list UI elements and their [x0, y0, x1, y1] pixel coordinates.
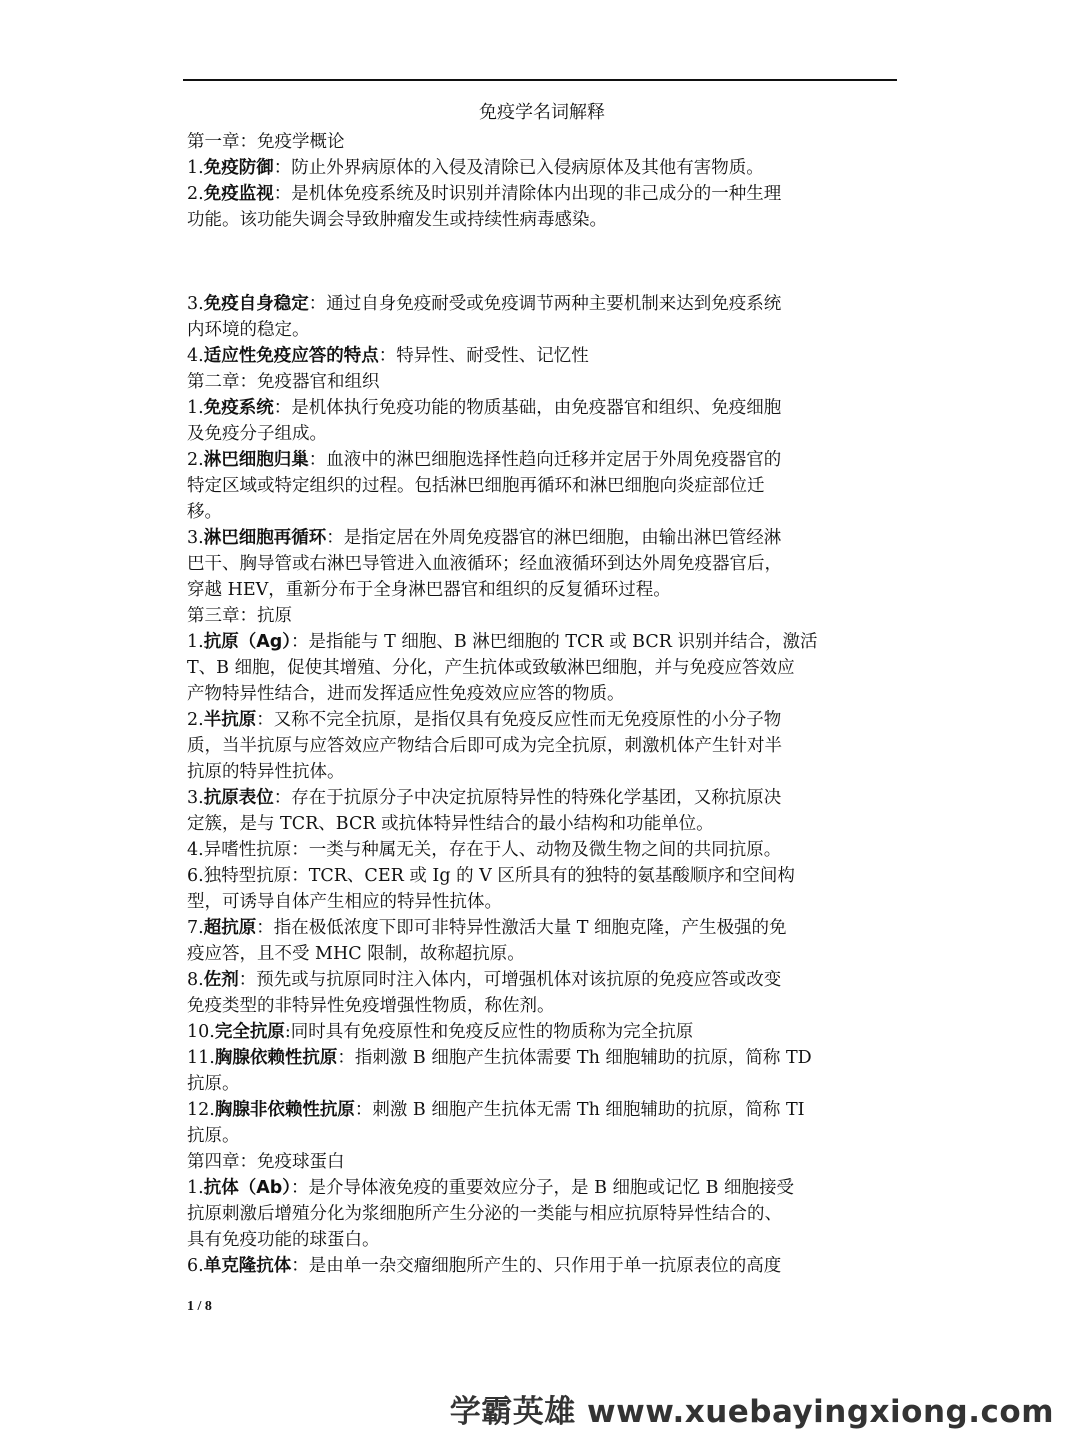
- text-line: [187, 1123, 897, 1149]
- definition-line: [187, 967, 897, 993]
- line-text: 功能。该功能失调会导致肿瘤发生或持续性病毒感染。: [187, 210, 607, 230]
- line-text: ：特异性、耐受性、记忆性: [378, 346, 589, 366]
- definition-list: [187, 129, 897, 1279]
- line-text: 特定区域或特定组织的过程。包括淋巴细胞再循环和淋巴细胞向炎症部位迁: [187, 476, 765, 496]
- page-number: 1 / 8: [187, 1299, 212, 1314]
- line-text: T、B 细胞，促使其增殖、分化，产生抗体或致敏淋巴细胞，并与免疫应答效应: [187, 658, 795, 678]
- header-rule: [183, 79, 897, 81]
- term: 抗体（Ab）: [203, 1178, 292, 1198]
- definition-line: [187, 1045, 897, 1071]
- text-line: [187, 317, 897, 343]
- text-line: [187, 759, 897, 785]
- definition-line: [187, 1097, 897, 1123]
- line-text: ：通过自身免疫耐受或免疫调节两种主要机制来达到免疫系统: [308, 294, 782, 314]
- line-text: 具有免疫功能的球蛋白。: [187, 1230, 380, 1250]
- term: 完全抗原: [214, 1022, 285, 1042]
- text-line: [187, 811, 897, 837]
- definition-line: [187, 629, 897, 655]
- definition-line: [187, 291, 897, 317]
- line-text: 及免疫分子组成。: [187, 424, 327, 444]
- site-watermark: 学霸英雄 www.xuebayingxiong.com: [449, 1394, 1054, 1430]
- item-number: 2.: [187, 450, 204, 470]
- item-number: 12.: [187, 1100, 215, 1120]
- term: 淋巴细胞再循环: [203, 528, 327, 548]
- term: 胸腺非依赖性抗原: [214, 1100, 355, 1120]
- text-line: [187, 207, 897, 233]
- text-line: [187, 941, 897, 967]
- term: 半抗原: [203, 710, 257, 730]
- line-text: 第二章：免疫器官和组织: [187, 372, 380, 392]
- definition-line: [187, 525, 897, 551]
- line-text: :同时具有免疫原性和免疫反应性的物质称为完全抗原: [284, 1022, 694, 1042]
- line-text: 第一章：免疫学概论: [187, 132, 345, 152]
- line-text: 移。: [187, 502, 222, 522]
- line-text: 第三章：抗原: [187, 606, 292, 626]
- line-text: 疫应答，且不受 MHC 限制，故称超抗原。: [187, 944, 525, 964]
- definition-line: [187, 1175, 897, 1201]
- term: 免疫系统: [203, 398, 274, 418]
- line-text: ：是介导体液免疫的重要效应分子，是 B 细胞或记忆 B 细胞接受: [291, 1178, 795, 1198]
- item-number: 6.: [187, 1256, 204, 1276]
- line-text: 巴干、胸导管或右淋巴导管进入血液循环；经血液循环到达外周免疫器官后，: [187, 554, 782, 574]
- line-text: ：刺激 B 细胞产生抗体无需 Th 细胞辅助的抗原，简称 TI: [354, 1100, 805, 1120]
- definition-line: [187, 707, 897, 733]
- line-text: 4.异嗜性抗原：一类与种属无关，存在于人、动物及微生物之间的共同抗原。: [187, 840, 782, 860]
- text-line: [187, 1149, 897, 1175]
- term: 佐剂: [203, 970, 239, 990]
- item-number: 8.: [187, 970, 204, 990]
- item-number: 7.: [187, 918, 204, 938]
- document-title: 免疫学名词解释: [479, 102, 605, 123]
- line-text: 抗原。: [187, 1074, 240, 1094]
- definition-line: [187, 785, 897, 811]
- text-line: [187, 1071, 897, 1097]
- blank-line: [187, 249, 897, 275]
- term: 抗原（Ag）: [203, 632, 292, 652]
- text-line: [187, 421, 897, 447]
- line-text: ：是指定居在外周免疫器官的淋巴细胞，由输出淋巴管经淋: [326, 528, 782, 548]
- text-line: [187, 499, 897, 525]
- item-number: 3.: [187, 788, 204, 808]
- term: 适应性免疫应答的特点: [203, 346, 379, 366]
- text-line: [187, 655, 897, 681]
- definition-line: [187, 447, 897, 473]
- item-number: 3.: [187, 294, 204, 314]
- line-text: 第四章：免疫球蛋白: [187, 1152, 345, 1172]
- term: 单克隆抗体: [203, 1256, 292, 1276]
- line-text: ：血液中的淋巴细胞选择性趋向迁移并定居于外周免疫器官的: [308, 450, 782, 470]
- definition-line: [187, 395, 897, 421]
- line-text: 产物特异性结合，进而发挥适应性免疫效应应答的物质。: [187, 684, 625, 704]
- term: 免疫防御: [203, 158, 274, 178]
- line-text: 定簇，是与 TCR、BCR 或抗体特异性结合的最小结构和功能单位。: [187, 814, 714, 834]
- item-number: 2.: [187, 184, 204, 204]
- item-number: 4.: [187, 346, 204, 366]
- text-line: [187, 473, 897, 499]
- line-text: 抗原的特异性抗体。: [187, 762, 345, 782]
- text-line: [187, 993, 897, 1019]
- term: 免疫自身稳定: [203, 294, 309, 314]
- item-number: 11.: [187, 1048, 215, 1068]
- item-number: 10.: [187, 1022, 215, 1042]
- line-text: 抗原。: [187, 1126, 240, 1146]
- line-text: 质，当半抗原与应答效应产物结合后即可成为完全抗原，刺激机体产生针对半: [187, 736, 782, 756]
- text-line: [187, 889, 897, 915]
- line-text: ：是指能与 T 细胞、B 淋巴细胞的 TCR 或 BCR 识别并结合，激活: [291, 632, 818, 652]
- definition-line: [187, 1019, 897, 1045]
- text-line: [187, 1201, 897, 1227]
- line-text: 抗原刺激后增殖分化为浆细胞所产生分泌的一类能与相应抗原特异性结合的、: [187, 1204, 782, 1224]
- line-text: ：指在极低浓度下即可非特异性激活大量 T 细胞克隆，产生极强的免: [256, 918, 787, 938]
- line-text: ：预先或与抗原同时注入体内，可增强机体对该抗原的免疫应答或改变: [238, 970, 782, 990]
- text-line: [187, 577, 897, 603]
- term: 淋巴细胞归巢: [203, 450, 309, 470]
- line-text: ：指刺激 B 细胞产生抗体需要 Th 细胞辅助的抗原，简称 TD: [337, 1048, 812, 1068]
- text-line: [187, 733, 897, 759]
- line-text: ：是机体执行免疫功能的物质基础，由免疫器官和组织、免疫细胞: [273, 398, 782, 418]
- line-text: ：存在于抗原分子中决定抗原特异性的特殊化学基团，又称抗原决: [273, 788, 782, 808]
- definition-line: [187, 181, 897, 207]
- item-number: 2.: [187, 710, 204, 730]
- term: 免疫监视: [203, 184, 274, 204]
- text-line: [187, 837, 897, 863]
- text-line: [187, 129, 897, 155]
- text-line: [187, 1227, 897, 1253]
- text-line: [187, 551, 897, 577]
- item-number: 3.: [187, 528, 204, 548]
- term: 超抗原: [203, 918, 257, 938]
- line-text: 型，可诱导自体产生相应的特异性抗体。: [187, 892, 502, 912]
- document-body: [187, 99, 897, 1279]
- term: 抗原表位: [203, 788, 274, 808]
- definition-line: [187, 155, 897, 181]
- line-text: 穿越 HEV，重新分布于全身淋巴器官和组织的反复循环过程。: [187, 580, 671, 600]
- item-number: 1.: [187, 398, 204, 418]
- line-text: 6.独特型抗原：TCR、CER 或 Ig 的 V 区所具有的独特的氨基酸顺序和空间构: [187, 866, 795, 886]
- term: 胸腺依赖性抗原: [214, 1048, 338, 1068]
- line-text: ：防止外界病原体的入侵及清除已入侵病原体及其他有害物质。: [273, 158, 764, 178]
- line-text: 免疫类型的非特异性免疫增强性物质，称佐剂。: [187, 996, 555, 1016]
- line-text: ：是机体免疫系统及时识别并清除体内出现的非己成分的一种生理: [273, 184, 782, 204]
- text-line: [187, 681, 897, 707]
- text-line: [187, 863, 897, 889]
- text-line: [187, 603, 897, 629]
- definition-line: [187, 343, 897, 369]
- text-line: [187, 369, 897, 395]
- line-text: ：又称不完全抗原，是指仅具有免疫反应性而无免疫原性的小分子物: [256, 710, 782, 730]
- definition-line: [187, 1253, 897, 1279]
- item-number: 1.: [187, 158, 204, 178]
- item-number: 1.: [187, 1178, 204, 1198]
- line-text: ：是由单一杂交瘤细胞所产生的、只作用于单一抗原表位的高度: [291, 1256, 782, 1276]
- item-number: 1.: [187, 632, 204, 652]
- line-text: 内环境的稳定。: [187, 320, 310, 340]
- definition-line: [187, 915, 897, 941]
